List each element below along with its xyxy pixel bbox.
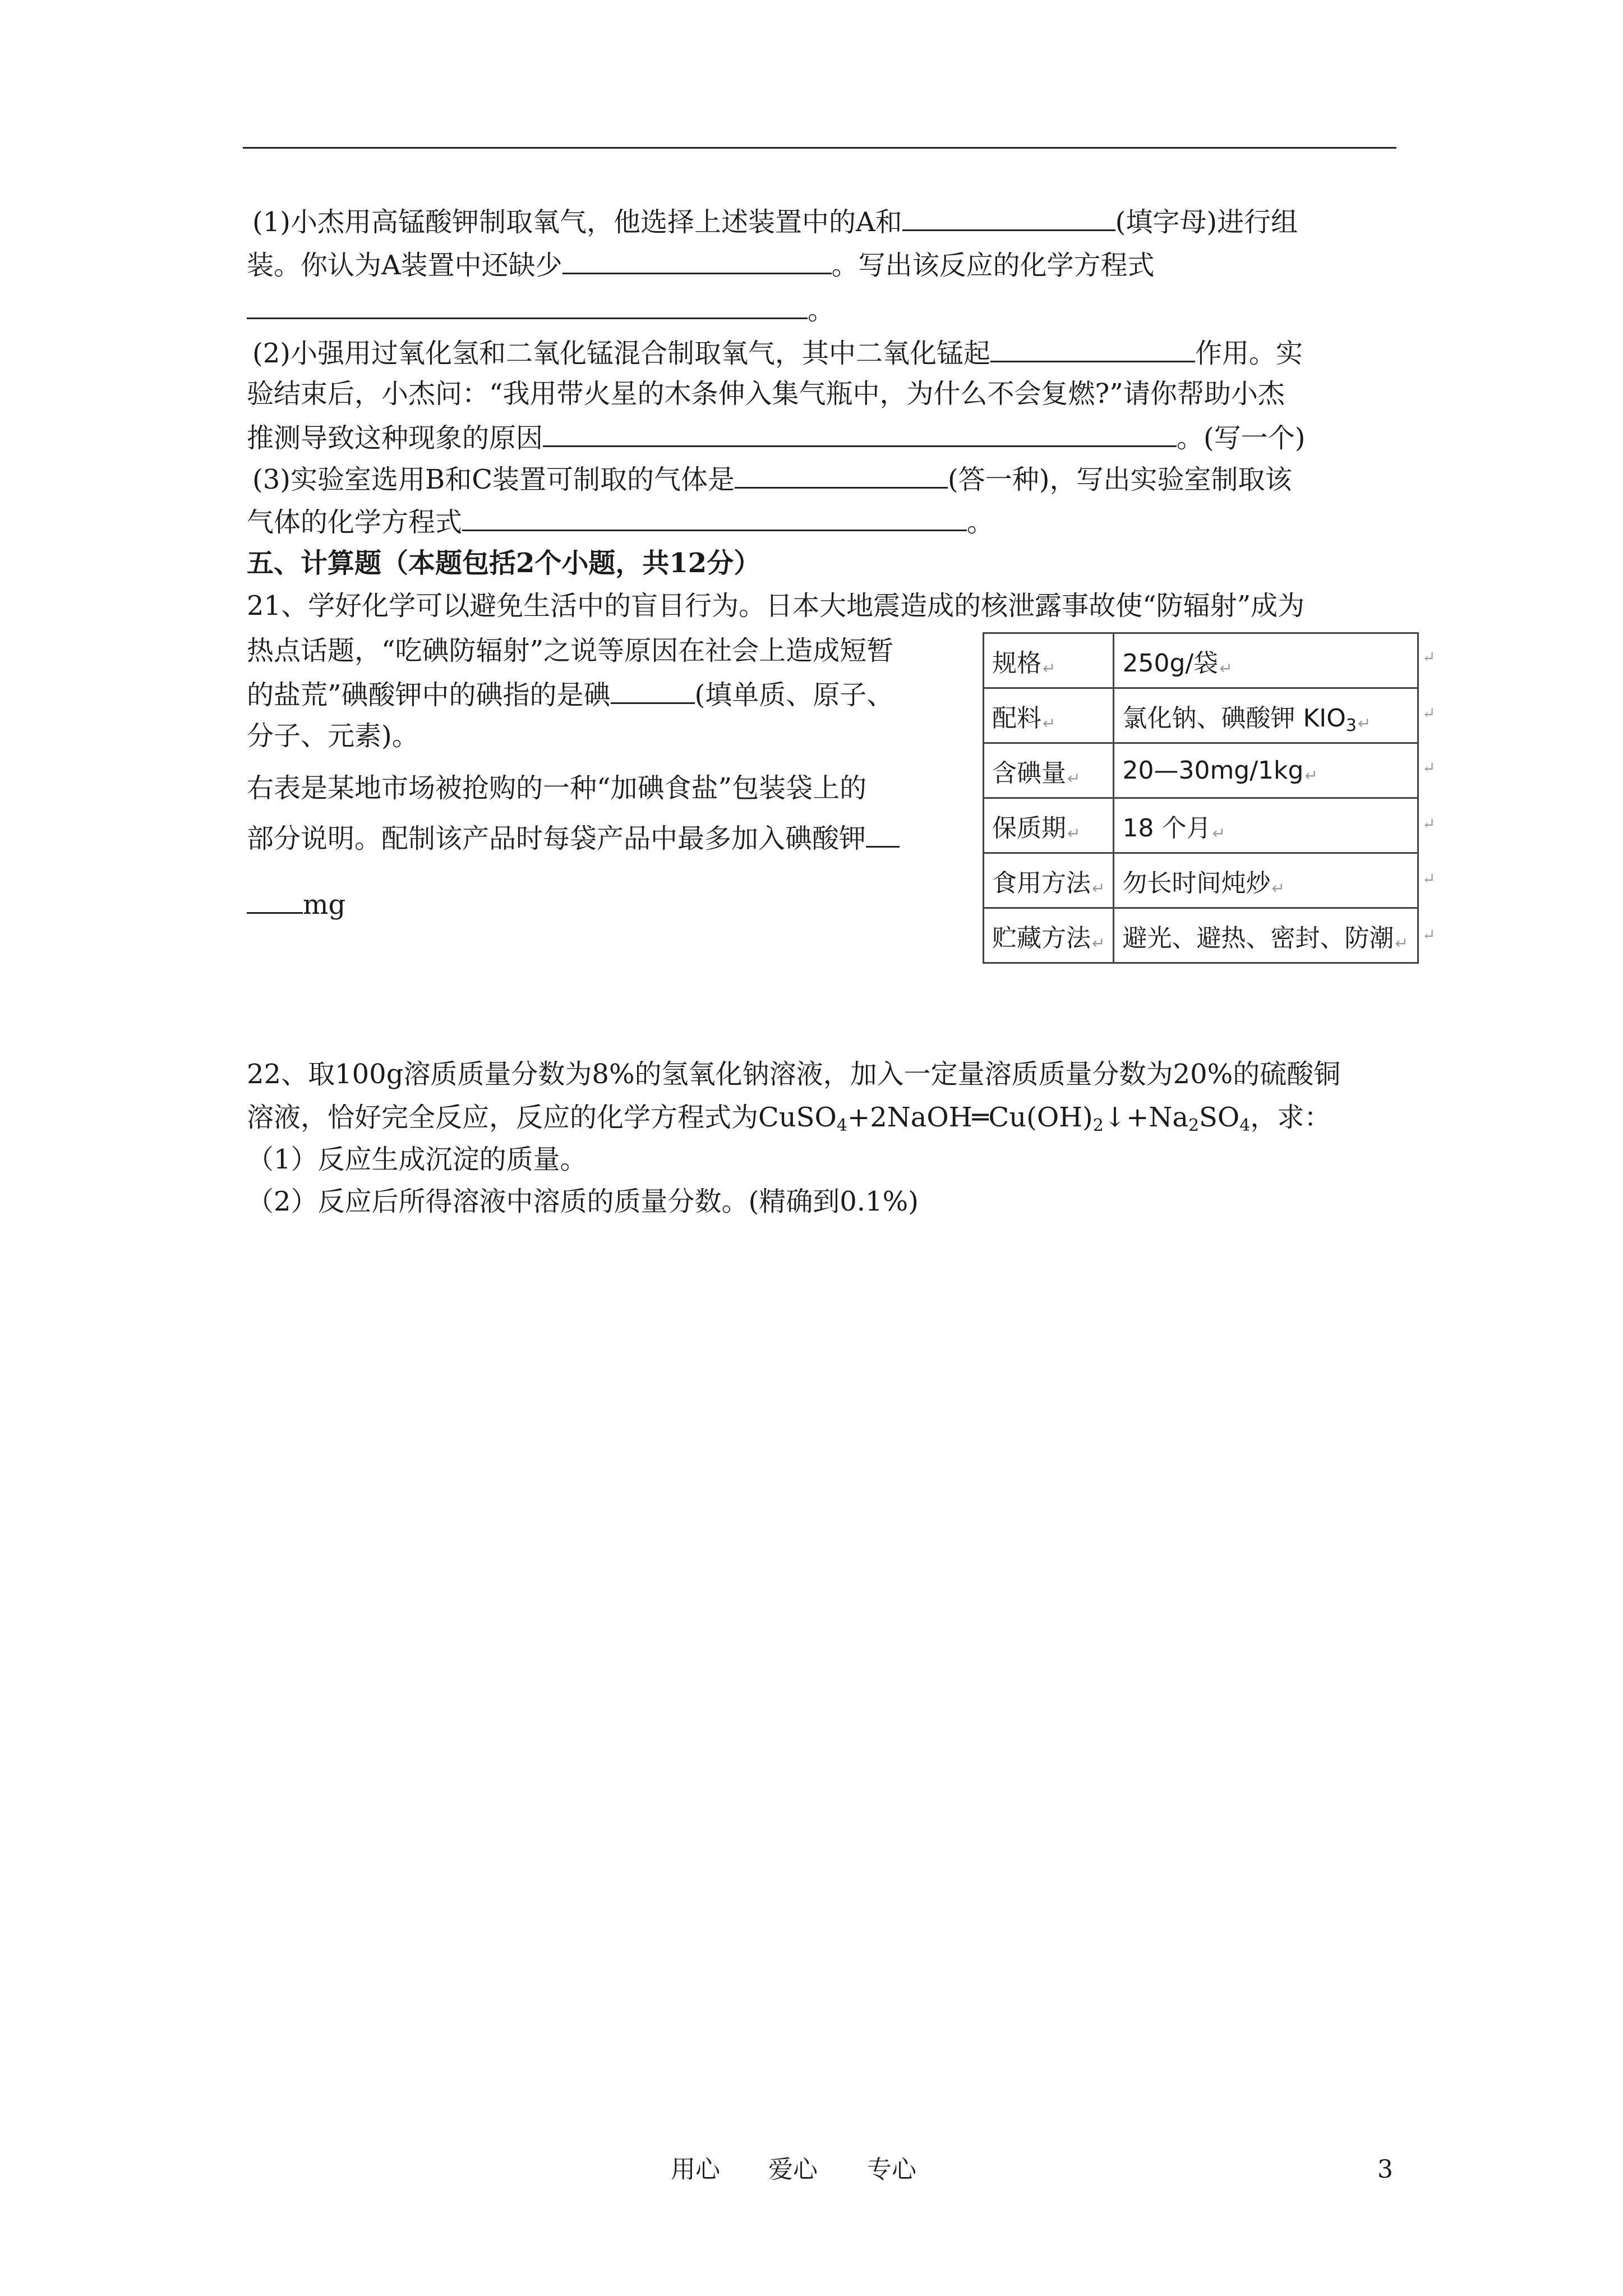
cell-text: 规格 xyxy=(992,648,1041,678)
answer-blank[interactable] xyxy=(462,504,967,531)
footer-slogan-1: 用心 xyxy=(671,2155,720,2184)
paragraph-mark-icon: ↵ xyxy=(1422,758,1436,777)
header-rule xyxy=(243,147,1396,149)
paragraph-mark-icon: ↵ xyxy=(1212,823,1225,843)
answer-blank[interactable] xyxy=(866,820,900,848)
paragraph-mark-icon: ↵ xyxy=(1422,869,1436,888)
answer-blank[interactable] xyxy=(735,461,948,489)
table-value xyxy=(1114,853,1418,908)
equation-text: +2NaOH═Cu(OH) xyxy=(847,1102,1093,1133)
answer-blank[interactable] xyxy=(990,335,1195,362)
table-value xyxy=(1114,908,1418,963)
equation-text: ↓+Na xyxy=(1103,1102,1188,1133)
q20-part1-line3 xyxy=(247,292,834,327)
subscript: 2 xyxy=(1188,1116,1200,1135)
table-row xyxy=(984,908,1418,963)
q20-part2-line3 xyxy=(247,420,1305,455)
subscript: 4 xyxy=(1239,1116,1251,1135)
paragraph-mark-icon: ↵ xyxy=(1067,823,1081,843)
paragraph-mark-icon: ↵ xyxy=(1092,878,1105,898)
cell-text: 勿长时间炖炒 xyxy=(1122,868,1271,898)
cell-text: 含碘量 xyxy=(992,758,1066,788)
equation-text: ，求： xyxy=(1250,1102,1331,1133)
q22-line2 xyxy=(247,1101,1331,1134)
paragraph-mark-icon: ↵ xyxy=(1422,704,1436,723)
cell-text: 250g/袋 xyxy=(1122,648,1219,678)
q20-p3-text-c: 气体的化学方程式 xyxy=(247,507,463,538)
answer-blank[interactable] xyxy=(562,247,832,274)
q20-p1-text-c: 装。你认为A装置中还缺少 xyxy=(247,250,562,281)
q20-p1-text-a: (1)小杰用高锰酸钾制取氧气，他选择上述装置中的A和 xyxy=(252,206,902,238)
table-value xyxy=(1114,633,1418,688)
table-key xyxy=(984,688,1114,743)
paragraph-mark-icon: ↵ xyxy=(1043,659,1056,678)
q21-line3 xyxy=(247,677,893,712)
cell-text: 20—30mg/1kg xyxy=(1122,756,1304,785)
q21-text-6a: 部分说明。配制该产品时每袋产品中最多加入碘酸钾 xyxy=(247,823,866,854)
subscript: 4 xyxy=(836,1116,847,1135)
cell-text: 18 个月 xyxy=(1122,813,1211,843)
q20-p2-text-a: (2)小强用过氧化氢和二氧化锰混合制取氧气，其中二氧化锰起 xyxy=(252,338,990,369)
paragraph-mark-icon: ↵ xyxy=(1304,766,1318,785)
q20-p3-text-a: (3)实验室选用B和C装置可制取的气体是 xyxy=(252,464,735,495)
paragraph-mark-icon: ↵ xyxy=(1043,714,1056,733)
table-key xyxy=(984,798,1114,853)
q21-line1: 21、学好化学可以避免生活中的盲目行为。日本大地震造成的核泄露事故使“防辐射”成为 xyxy=(247,590,1305,622)
unit-label: mg xyxy=(303,889,346,921)
q20-p1-text-b: (填字母)进行组 xyxy=(1115,206,1298,238)
section-heading: 五、计算题（本题包括2个小题，共12分） xyxy=(247,547,761,579)
table-row xyxy=(984,688,1418,743)
cell-text: 食用方法 xyxy=(992,868,1091,898)
q21-line7 xyxy=(247,886,345,922)
q20-part1-line2 xyxy=(247,247,1155,282)
page-number: 3 xyxy=(1377,2155,1393,2184)
q20-part1-line1 xyxy=(252,204,1298,239)
paragraph-mark-icon: ↵ xyxy=(1422,926,1436,944)
table-value xyxy=(1114,798,1418,853)
salt-label-table xyxy=(983,632,1419,964)
answer-blank[interactable] xyxy=(247,886,303,914)
q20-part2-line1 xyxy=(252,335,1303,370)
table-row xyxy=(984,743,1418,798)
answer-blank[interactable] xyxy=(543,420,1177,447)
table-key xyxy=(984,908,1114,963)
q21-text-3a: 的盐荒”碘酸钾中的碘指的是碘 xyxy=(247,679,611,711)
period: 。 xyxy=(967,507,994,538)
q21-text-3b: (填单质、原子、 xyxy=(694,679,894,711)
cell-text: 贮藏方法 xyxy=(992,923,1091,953)
table-row xyxy=(984,633,1418,688)
paragraph-mark-icon: ↵ xyxy=(1271,878,1285,898)
q20-p2-text-d: 推测导致这种现象的原因 xyxy=(247,422,543,454)
q21-line6 xyxy=(247,820,900,855)
answer-blank[interactable] xyxy=(247,292,808,319)
q20-part2-line2: 验结束后，小杰问：“我用带火星的木条伸入集气瓶中，为什么不会复燃?”请你帮助小杰 xyxy=(247,378,1285,409)
table-key xyxy=(984,743,1114,798)
q20-p2-text-e: 。(写一个) xyxy=(1177,422,1306,454)
paragraph-mark-icon: ↵ xyxy=(1092,933,1105,953)
cell-text: 避光、避热、密封、防潮 xyxy=(1122,923,1394,953)
table-row xyxy=(984,853,1418,908)
q20-p3-text-b: (答一种)，写出实验室制取该 xyxy=(948,464,1292,495)
answer-blank[interactable] xyxy=(902,204,1115,231)
paragraph-mark-icon: ↵ xyxy=(1395,933,1408,953)
q22-line1: 22、取100g溶质质量分数为8%的氢氧化钠溶液，加入一定量溶质质量分数为20%的硫酸铜 xyxy=(247,1059,1341,1090)
paragraph-mark-icon: ↵ xyxy=(1219,659,1233,678)
q20-part3-line2 xyxy=(247,504,994,539)
cell-text: 氯化钠、碘酸钾 KIO xyxy=(1122,703,1346,733)
table-row xyxy=(984,798,1418,853)
q20-p1-text-d: 。写出该反应的化学方程式 xyxy=(831,250,1155,281)
paragraph-mark-icon: ↵ xyxy=(1067,769,1081,788)
footer-slogan-3: 专心 xyxy=(867,2155,916,2184)
q20-part3-line1 xyxy=(252,461,1292,496)
q21-line2: 热点话题，“吃碘防辐射”之说等原因在社会上造成短暂 xyxy=(247,635,894,666)
period: 。 xyxy=(808,295,835,326)
subscript: 2 xyxy=(1092,1116,1104,1135)
cell-text: 保质期 xyxy=(992,813,1066,843)
equation-text: 溶液，恰好完全反应，反应的化学方程式为CuSO xyxy=(247,1102,837,1133)
cell-text: 配料 xyxy=(992,703,1041,733)
q22-subquestion-2: （2）反应后所得溶液中溶质的质量分数。(精确到0.1%) xyxy=(247,1186,919,1217)
table-value xyxy=(1114,688,1418,743)
paragraph-mark-icon: ↵ xyxy=(1358,714,1371,733)
table-key xyxy=(984,633,1114,688)
q21-line4: 分子、元素)。 xyxy=(247,720,419,752)
q20-p2-text-b: 作用。实 xyxy=(1195,338,1303,369)
paragraph-mark-icon: ↵ xyxy=(1422,815,1436,833)
q22-subquestion-1: （1）反应生成沉淀的质量。 xyxy=(247,1144,587,1175)
q21-line5: 右表是某地市场被抢购的一种“加碘食盐”包装袋上的 xyxy=(247,772,867,804)
answer-blank[interactable] xyxy=(611,677,695,704)
table-key xyxy=(984,853,1114,908)
paragraph-mark-icon: ↵ xyxy=(1422,648,1436,666)
equation-text: SO xyxy=(1199,1102,1240,1133)
footer-slogan-2: 爱心 xyxy=(768,2155,818,2184)
table-value xyxy=(1114,743,1418,798)
subscript: 3 xyxy=(1345,715,1357,735)
